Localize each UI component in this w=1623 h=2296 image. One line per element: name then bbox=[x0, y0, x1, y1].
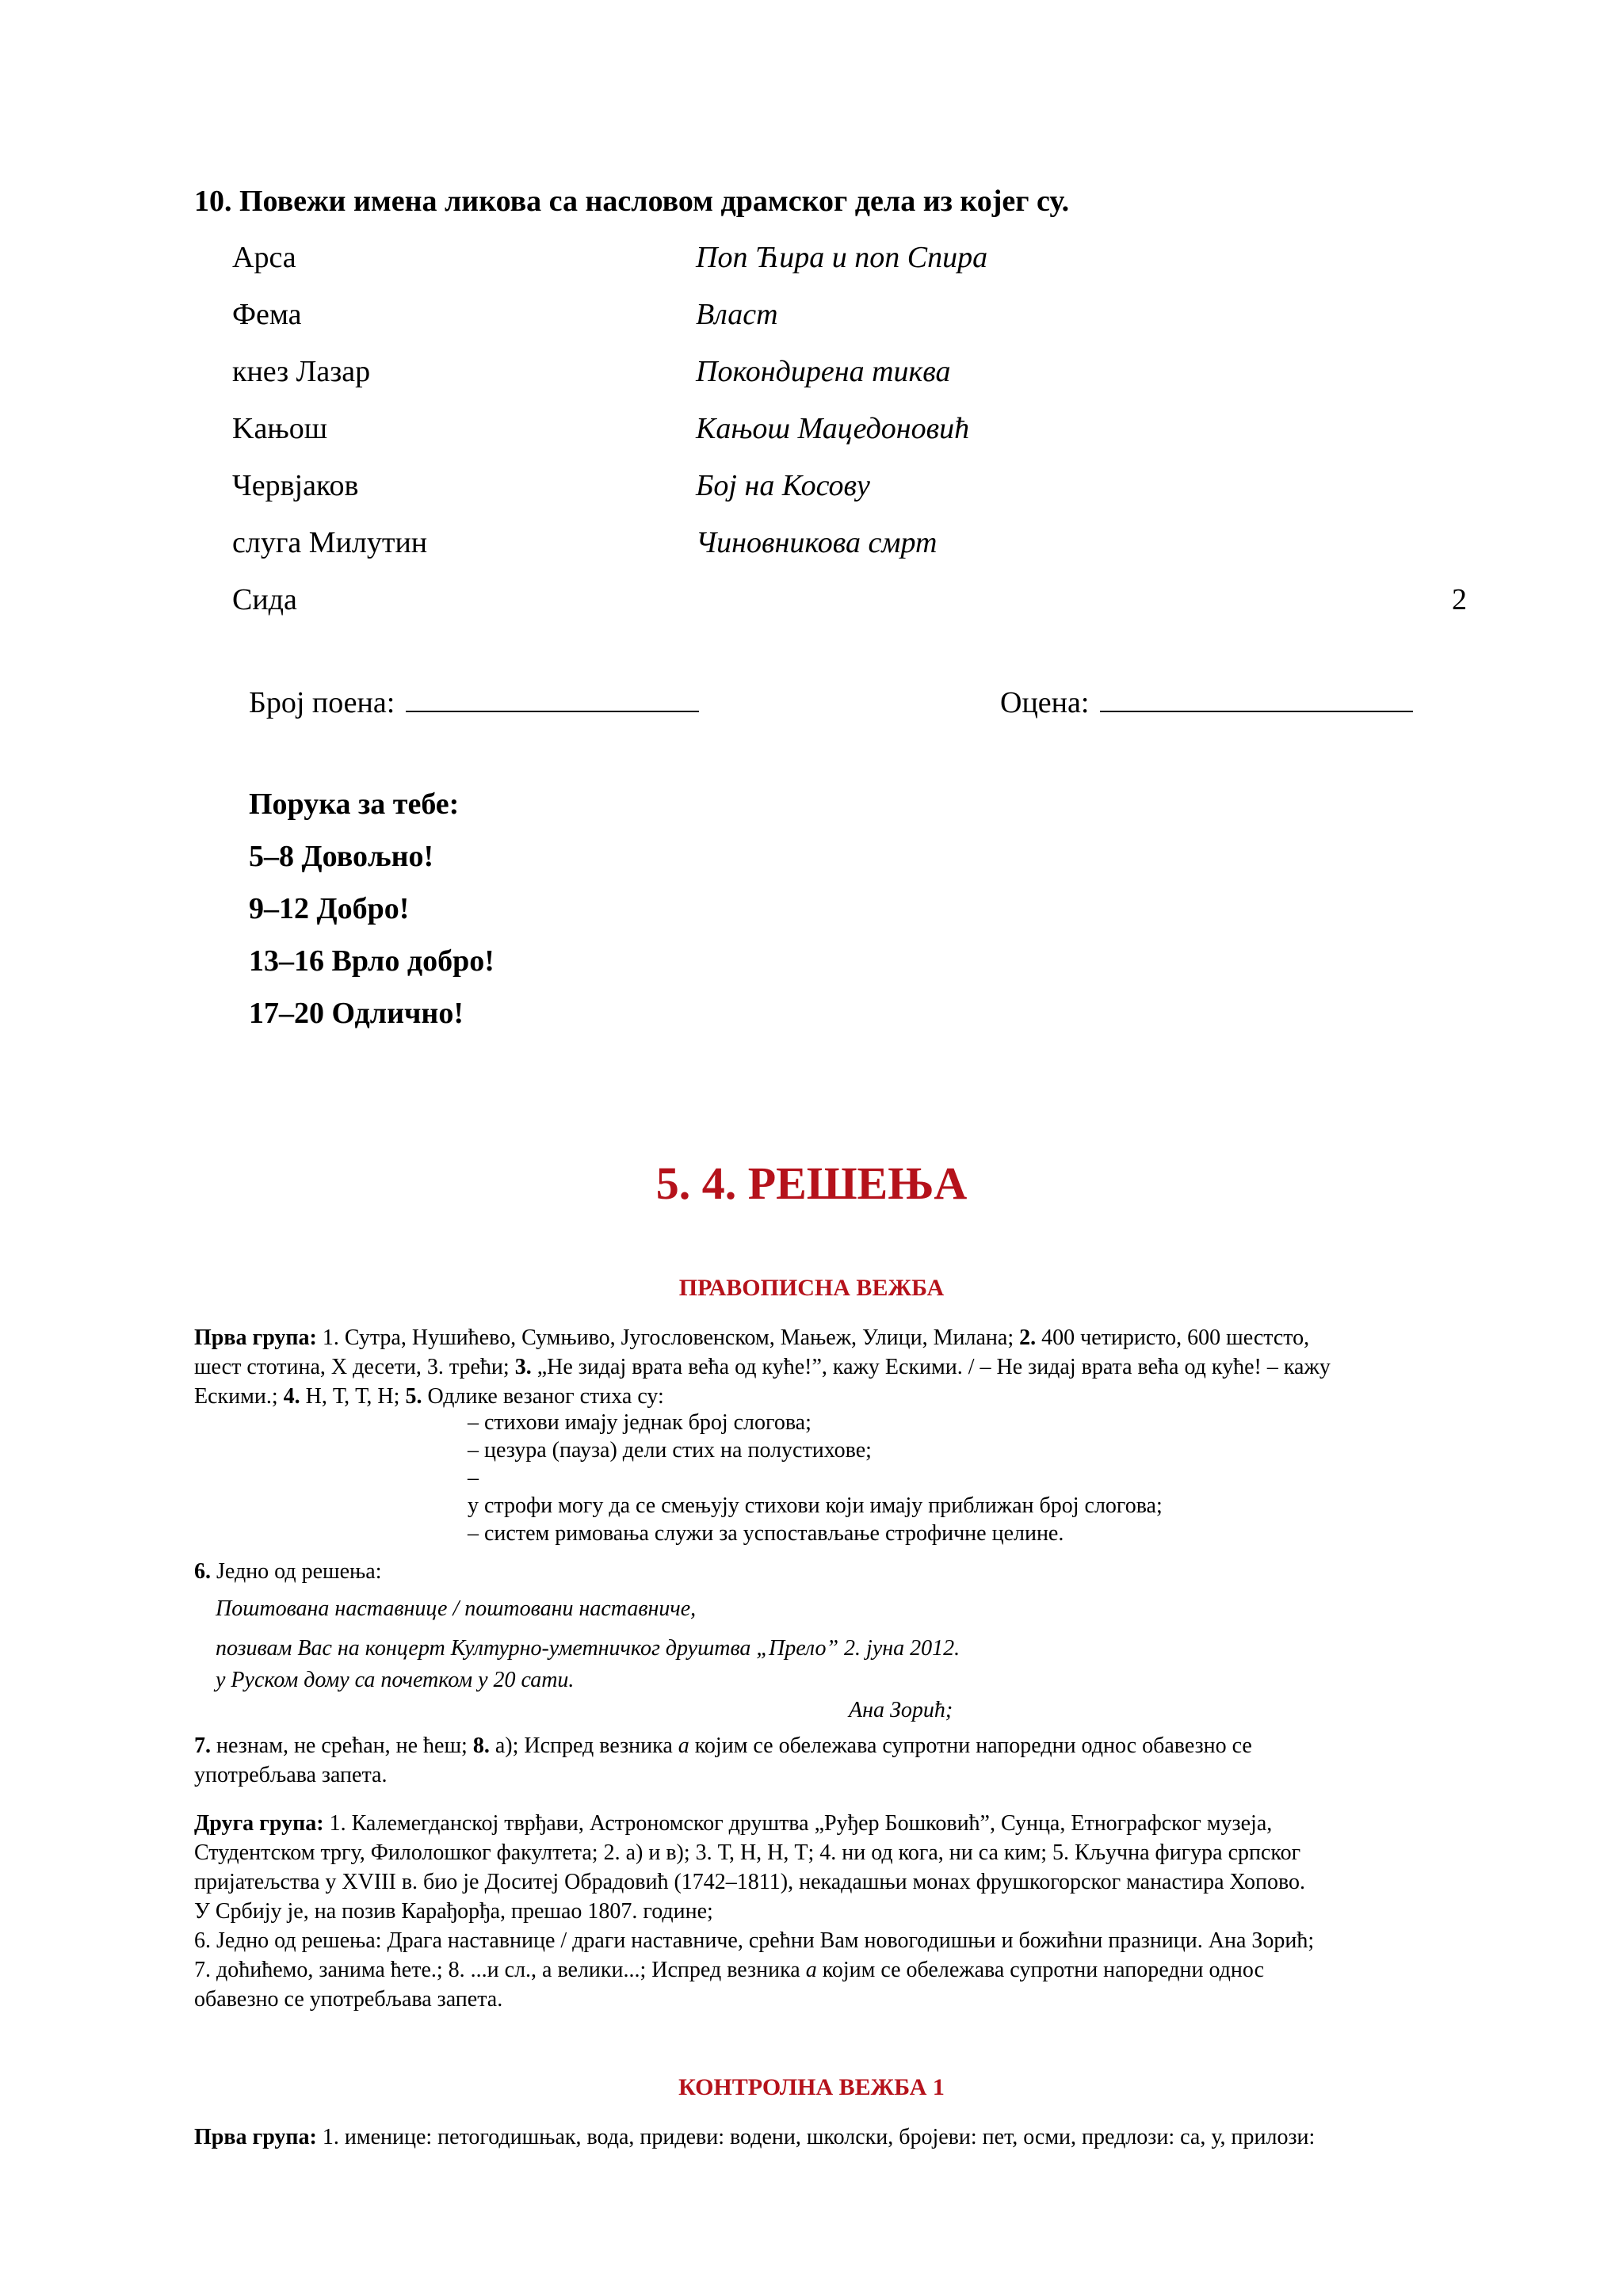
group-label: Друга група: bbox=[194, 1811, 324, 1836]
matching-row bbox=[0, 582, 1623, 622]
pravopisna-heading: ПРАВОПИСНА ВЕЖБА bbox=[678, 1275, 945, 1301]
item-number: 7. bbox=[194, 1733, 211, 1758]
item-number: 4. bbox=[283, 1384, 300, 1409]
points-field bbox=[249, 684, 699, 720]
text-span: 1. именице: петогодишњак, вода, придеви: водени, школски, бројеви: пет, осми, предлози: са, у, прилози: bbox=[316, 2125, 1316, 2149]
text-line bbox=[194, 1955, 1462, 1985]
verse-feature-item: – систем римовања служи за успостављање строфичне целине. bbox=[468, 1521, 1064, 1546]
letter-line: Поштована наставнице / поштовани наставниче, bbox=[216, 1596, 697, 1621]
text-span: 7. доћићемо, занима ћете.; 8. ...и сл., а велики...; Испред везника bbox=[194, 1958, 806, 1982]
text-span: Одлике везаног стиха су: bbox=[422, 1384, 664, 1409]
text-line bbox=[194, 2122, 1462, 2152]
text-line: обавезно се употребљава запета. bbox=[194, 1987, 503, 2012]
verse-feature-item: – цезура (пауза) дели стих на полустихове; bbox=[468, 1438, 872, 1463]
text-line bbox=[194, 1323, 1462, 1352]
question-title: 10. Повежи имена ликова са насловом драмског дела из којег су. bbox=[194, 185, 1070, 218]
text-span: којим се обележава супротни напоредни однос обавезно се bbox=[689, 1733, 1252, 1758]
text-line: пријатељства у XVIII в. био је Доситеј Обрадовић (1742–1811), некадашњи монах фрушкогорског манастира Хопово. bbox=[194, 1870, 1306, 1894]
pravopisna-group2-paragraph bbox=[194, 1809, 1462, 2014]
text-line bbox=[194, 1382, 1462, 1411]
letter-line: у Руском дому са почетком у 20 сати. bbox=[216, 1668, 575, 1692]
text-span: 1. Калемегданској тврђави, Астрономског друштва „Руђер Бошковић”, Сунца, Етнографског музеја, bbox=[323, 1811, 1273, 1836]
drama-title: Чиновникова смрт bbox=[696, 526, 938, 559]
text-line bbox=[194, 1809, 1462, 1838]
text-span: а); Испред везника bbox=[489, 1733, 678, 1758]
character-name: кнез Лазар bbox=[232, 355, 371, 388]
matching-row bbox=[0, 354, 1623, 394]
text-span: незнам, не срећан, не ћеш; bbox=[211, 1733, 473, 1758]
item6-intro bbox=[194, 1559, 382, 1585]
pravopisna-group1-paragraph bbox=[194, 1323, 1462, 1411]
item-number: 6. bbox=[194, 1559, 211, 1584]
matching-row bbox=[0, 525, 1623, 565]
text-span: којим се обележава супротни напоредни однос bbox=[816, 1958, 1265, 1982]
conjunction: а bbox=[805, 1958, 817, 1982]
grade-field bbox=[1000, 684, 1413, 720]
conjunction: а bbox=[678, 1733, 689, 1758]
text-line bbox=[194, 1731, 1462, 1760]
verse-feature-item: у строфи могу да се смењују стихови који имају приближан број слогова; bbox=[468, 1493, 1163, 1518]
matching-row bbox=[0, 240, 1623, 280]
verse-feature-item: – стихови имају једнак број слогова; bbox=[468, 1410, 812, 1435]
points-blank bbox=[406, 684, 699, 712]
drama-title: Kањош Мацедоновић bbox=[696, 412, 970, 445]
text-line: 6. Једно од решења: Драга наставнице / драги наставниче, срећни Вам новогодишњи и божићни празници. Ана Зорић; bbox=[194, 1928, 1315, 1953]
character-name: Арса bbox=[232, 241, 296, 274]
matching-row bbox=[0, 411, 1623, 451]
character-name: Kањош bbox=[232, 412, 328, 445]
character-name: Сида bbox=[232, 583, 297, 616]
text-span: шест стотина, X десети, 3. трећи; bbox=[194, 1355, 515, 1379]
text-line bbox=[194, 1352, 1462, 1382]
item-number: 8. bbox=[472, 1733, 490, 1758]
drama-title: Покондирена тиква bbox=[696, 355, 951, 388]
points-label: Број поена: bbox=[249, 686, 395, 719]
verse-feature-item: – bbox=[468, 1466, 479, 1490]
text-span: „Не зидај врата већа од куће!”, кажу Ескими. / – Не зидај врата већа од куће! – кажу bbox=[531, 1355, 1331, 1379]
item-number: 5. bbox=[405, 1384, 422, 1409]
text-span: Ескими.; bbox=[194, 1384, 284, 1409]
matching-row bbox=[0, 468, 1623, 508]
drama-title: Бој на Косову bbox=[696, 469, 870, 502]
message-item: 17–20 Одлично! bbox=[249, 997, 464, 1030]
group-label: Прва група: bbox=[194, 1325, 317, 1350]
item-number: 2. bbox=[1019, 1325, 1037, 1350]
grade-blank bbox=[1100, 684, 1413, 712]
text-span: 1. Сутра, Нушићево, Сумњиво, Југословенском, Мањеж, Улици, Милана; bbox=[316, 1325, 1020, 1350]
item-number: 3. bbox=[514, 1355, 532, 1379]
kontrolna-heading: КОНТРОЛНА ВЕЖБА 1 bbox=[678, 2074, 945, 2100]
text-span: Н, Т, Т, Н; bbox=[300, 1384, 406, 1409]
message-title: Порука за тебе: bbox=[249, 788, 460, 821]
message-item: 9–12 Добро! bbox=[249, 892, 410, 925]
kontrolna-group1-paragraph bbox=[194, 2122, 1462, 2152]
message-item: 5–8 Довољно! bbox=[249, 840, 434, 873]
text-line: Студентском тргу, Филолошког факултета; 2. а) и в); 3. Т, Н, Н, Т; 4. ни од кога, ни са ким; 5. Кључна фигура српског bbox=[194, 1840, 1301, 1865]
matching-row bbox=[0, 297, 1623, 337]
letter-signature: Ана Зорић; bbox=[849, 1698, 953, 1722]
text-line: употребљава запета. bbox=[194, 1763, 388, 1787]
grade-label: Оцена: bbox=[1000, 686, 1090, 719]
text-span: Једно од решења: bbox=[211, 1559, 382, 1584]
items-7-8-paragraph bbox=[194, 1731, 1462, 1790]
text-line: У Србију је, на позив Карађорђа, прешао 1807. године; bbox=[194, 1899, 713, 1924]
drama-title: Власт bbox=[696, 298, 778, 331]
character-name: слуга Милутин bbox=[232, 526, 428, 559]
question-points: 2 bbox=[1452, 583, 1467, 616]
character-name: Червјаков bbox=[232, 469, 359, 502]
message-item: 13–16 Врло добро! bbox=[249, 944, 495, 978]
character-name: Фема bbox=[232, 298, 302, 331]
group-label: Прва група: bbox=[194, 2125, 317, 2149]
drama-title: Поп Ћира и поп Спира bbox=[696, 241, 988, 274]
solutions-heading: 5. 4. РЕШЕЊА bbox=[655, 1158, 968, 1209]
letter-line: позивам Вас на концерт Културно-уметничког друштва „Прело” 2. јуна 2012. bbox=[216, 1636, 960, 1661]
text-span: 400 четиристо, 600 шестсто, bbox=[1036, 1325, 1310, 1350]
